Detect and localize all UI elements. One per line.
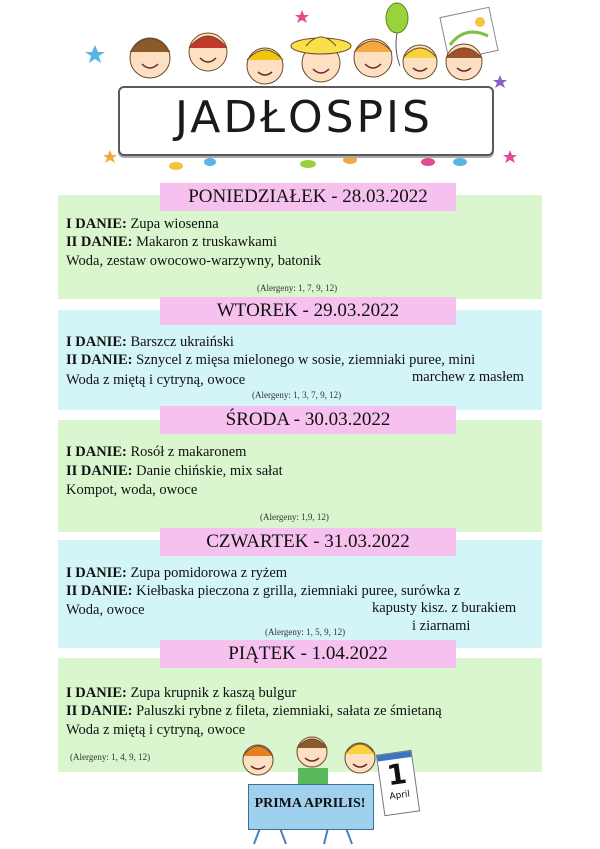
second-course: II DANIE: Danie chińskie, mix sałat — [66, 463, 283, 479]
allergens-note: (Alergeny: 1, 4, 9, 12) — [70, 752, 151, 762]
candy-decoration — [169, 156, 467, 170]
kid-faces-icon — [130, 33, 482, 84]
day-header-wednesday: ŚRODA - 30.03.2022 — [160, 406, 456, 434]
day-header-tuesday: WTOREK - 29.03.2022 — [160, 297, 456, 325]
calendar-day: 1 — [384, 756, 409, 793]
first-course: I DANIE: Zupa wiosenna — [66, 216, 219, 232]
extras: Woda z miętą i cytryną, owoce — [66, 722, 246, 738]
allergens-note: (Alergeny: 1, 3, 7, 9, 12) — [252, 390, 342, 400]
first-course: I DANIE: Zupa krupnik z kaszą bulgur — [66, 685, 297, 701]
day-header-thursday: CZWARTEK - 31.03.2022 — [160, 528, 456, 556]
second-course-continued-2: i ziarnami — [412, 618, 471, 634]
allergens-note: (Alergeny: 1, 5, 9, 12) — [265, 627, 346, 637]
allergens-note: (Alergeny: 1,9, 12) — [260, 512, 329, 522]
second-course-continued: marchew z masłem — [412, 369, 524, 385]
second-course-continued: kapusty kisz. z burakiem — [372, 600, 517, 616]
second-course: II DANIE: Paluszki rybne z fileta, ziemniaki, sałata ze śmietaną — [66, 703, 442, 719]
day-header-friday: PIĄTEK - 1.04.2022 — [160, 640, 456, 668]
first-course: I DANIE: Rosół z makaronem — [66, 444, 247, 460]
second-course: II DANIE: Makaron z truskawkami — [66, 234, 278, 250]
first-course: I DANIE: Zupa pomidorowa z ryżem — [66, 565, 288, 581]
extras: Kompot, woda, owoce — [66, 482, 198, 498]
second-course: II DANIE: Sznycel z mięsa mielonego w sosie, ziemniaki puree, mini — [66, 352, 476, 368]
allergens-note: (Alergeny: 1, 7, 9, 12) — [257, 283, 338, 293]
first-course: I DANIE: Barszcz ukraiński — [66, 334, 234, 350]
extras: Woda, zestaw owocowo-warzywny, batonik — [66, 253, 322, 269]
second-course: II DANIE: Kiełbaska pieczona z grilla, ziemniaki puree, surówka z — [66, 583, 461, 599]
extras: Woda z miętą i cytryną, owoce — [66, 372, 246, 388]
prima-aprilis-text: PRIMA APRILIS! — [254, 796, 366, 811]
calendar-month: April — [388, 789, 411, 803]
page-title: JADŁOSPIS — [175, 92, 433, 143]
day-header-monday: PONIEDZIAŁEK - 28.03.2022 — [160, 183, 456, 211]
extras: Woda, owoce — [66, 602, 145, 618]
